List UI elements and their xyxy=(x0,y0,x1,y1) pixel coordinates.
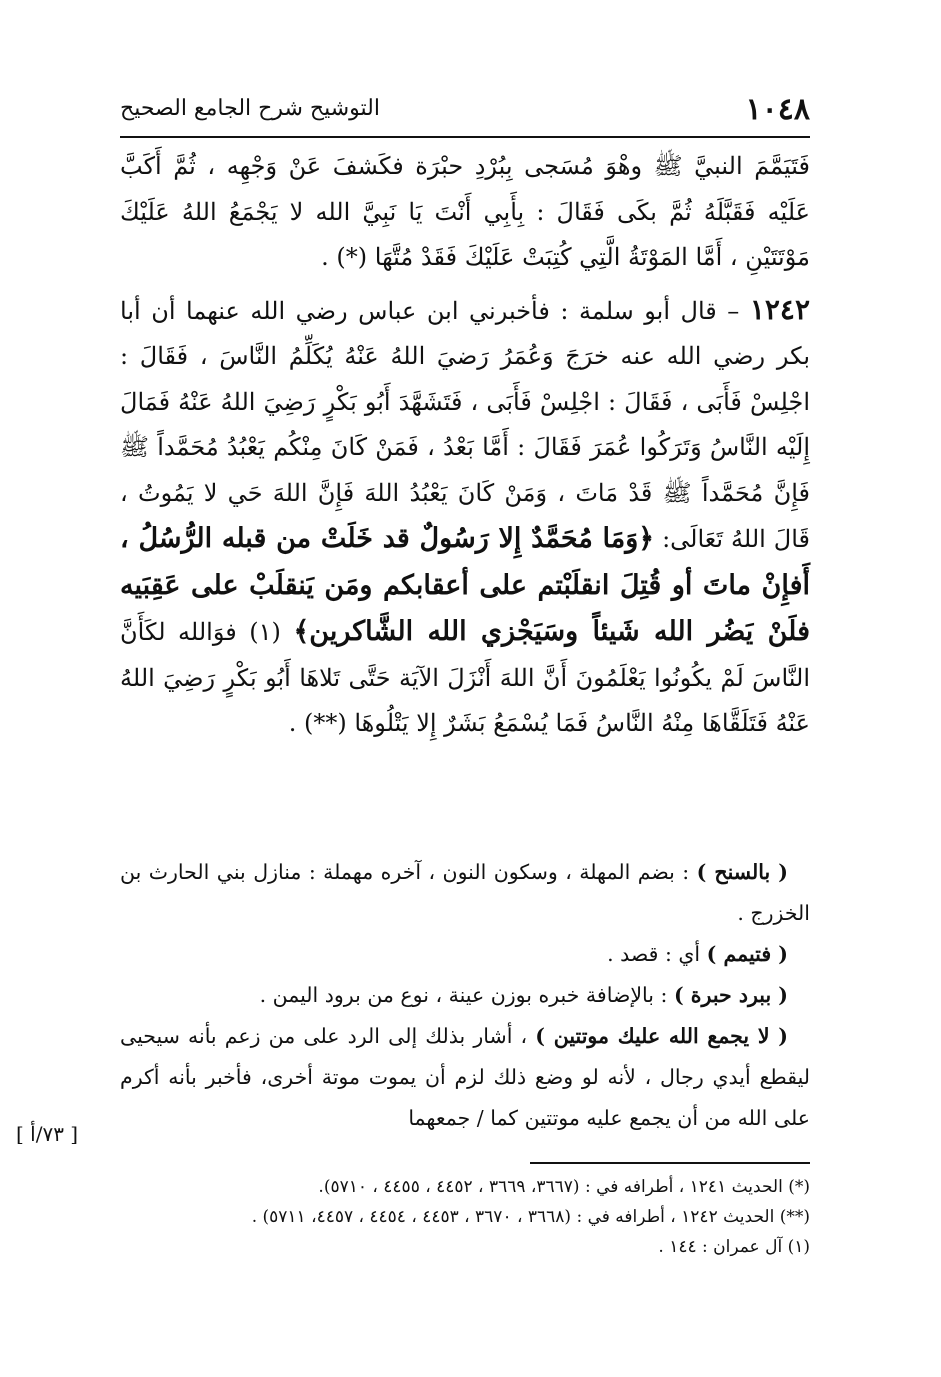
hadith-1241-ending: فَتَيَمَّمَ النبيَّ ﷺ وهْوَ مُسَجى بِبُرْدِ حبْرَة فكَشفَ عَنْ وَجْهِه ، ثُمَّ أَكَبَّ عَلَيْه فَقَبَّلَهُ ثُمَّ بكَى فَقَالَ : بِأَبِي أَنْتَ يَا نَبِيَّ الله لا يَجْمَعُ اللهُ عَلَيْكَ مَوْتَتَيْنِ ، أَمَّا المَوْتَةُ الَّتِي كُتِبَتْ عَلَيْكَ فَقَدْ مُتَّهَا (*) . xyxy=(120,152,810,271)
commentary-term: ( بالسنح ) xyxy=(696,860,788,884)
quran-verse: ﴿وَمَا مُحَمَّدٌ إِلا رَسُولٌ قد خَلَتْ من قبله الرُّسُلُ ، أَفإِنْ ماتَ أو قُتِلَ انقلَبْتم على أعقابكم ومَن يَنقلَبْ على عَقِبَيه فلَنْ يَضُر الله شَيئاً وسَيَجْزي الله الشَّاكرين﴾ xyxy=(120,523,810,647)
page-header xyxy=(120,92,810,132)
commentary-entry xyxy=(120,1016,810,1139)
footnote: (١) آل عمران : ١٤٤ . xyxy=(658,1237,810,1257)
hadith-number: ١٢٤٢ xyxy=(749,292,810,326)
commentary-entry xyxy=(120,852,810,934)
commentary-explanation: : بالإضافة خبره بوزن عينة ، نوع من برود اليمن . xyxy=(259,983,674,1007)
footnote-divider xyxy=(530,1162,810,1164)
hadith-text-block xyxy=(120,144,810,747)
commentary-explanation: ، أشار بذلك إلى الرد على من زعم بأنه سيحيى ليقطع أيدي رجال ، لأنه لو وضع ذلك لزم أن يموت موتة أخرى، فأخبر بأنه أكرم على الله من أن يجمع عليه موتتين كما / جمعهما xyxy=(120,1024,810,1130)
footnotes xyxy=(120,1172,810,1262)
hadith-1242-text: – قال أبو سلمة : فأخبرني ابن عباس رضي الله عنهما أن أبا بكر رضي الله عنه خرَجَ وَعُمَرُ رَضيَ اللهُ عَنْهُ يُكَلِّمُ النَّاسَ ، فَقَالَ : اجْلِسْ فَأَبَى ، فَقَالَ : اجْلِسْ فَأَبَى ، فَتَشَهَّدَ أَبُو بَكْرٍ رَضِيَ اللهُ عَنْهُ فَمَالَ إِلَيْه النَّاسُ وَتَرَكُوا عُمَرَ فَقَالَ : أَمَّا بَعْدُ ، فَمَنْ كَانَ مِنْكُم يَعْبُدُ مُحَمَّداً ﷺ فَإِنَّ مُحَمَّداً ﷺ قَدْ مَاتَ ، وَمَنْ كَانَ يَعْبُدُ اللهَ فَإِنَّ اللهَ حَي لا يَمُوتُ ، قَالَ اللهُ تَعَالَى: xyxy=(120,296,810,553)
commentary-entry xyxy=(120,975,810,1016)
commentary-entry xyxy=(120,934,810,975)
hadith-1242 xyxy=(120,287,810,747)
footnote: (**) الحديث ١٢٤٢ ، أطرافه في : (٣٦٦٨ ، ٣٦٧٠ ، ٤٤٥٣ ، ٤٤٥٤ ، ٤٤٥٧، ٥٧١١) . xyxy=(251,1207,810,1227)
running-title: التوشيح شرح الجامع الصحيح xyxy=(120,96,380,121)
footnote: (*) الحديث ١٢٤١ ، أطرافه في : (٣٦٦٧، ٣٦٦٩ ، ٤٤٥٢ ، ٤٤٥٥ ، ٥٧١٠). xyxy=(318,1177,810,1197)
commentary-term: ( فتيمم ) xyxy=(706,942,788,966)
commentary-term: ( ببرد حبرة ) xyxy=(673,983,788,1007)
header-divider xyxy=(120,136,810,138)
manuscript-folio-reference: [ ٧٣/أ ] xyxy=(16,1122,79,1146)
commentary-explanation: أي : قصد . xyxy=(607,942,707,966)
page-number: ١٠٤٨ xyxy=(745,92,810,127)
commentary-block xyxy=(120,852,810,1139)
commentary-explanation: : بضم المهلة ، وسكون النون ، آخره مهملة : منازل بني الحارث بن الخزرج . xyxy=(120,860,810,925)
commentary-term: ( لا يجمع الله عليك موتتين ) xyxy=(535,1024,788,1048)
hadith-1242-text-continued: (١) فوَالله لكَأَنَّ النَّاسَ لَمْ يكُونُوا يَعْلَمُونَ أَنَّ اللهَ أَنْزَلَ الآيَة حَتَّى تَلاهَا أَبُو بَكْرٍ رَضِيَ اللهُ عَنْهُ فَتَلَقَّاهَا مِنْهُ النَّاسُ فَمَا يُسْمَعُ بَشَرٌ إِلا يَتْلُوهَا (**) . xyxy=(120,618,810,737)
